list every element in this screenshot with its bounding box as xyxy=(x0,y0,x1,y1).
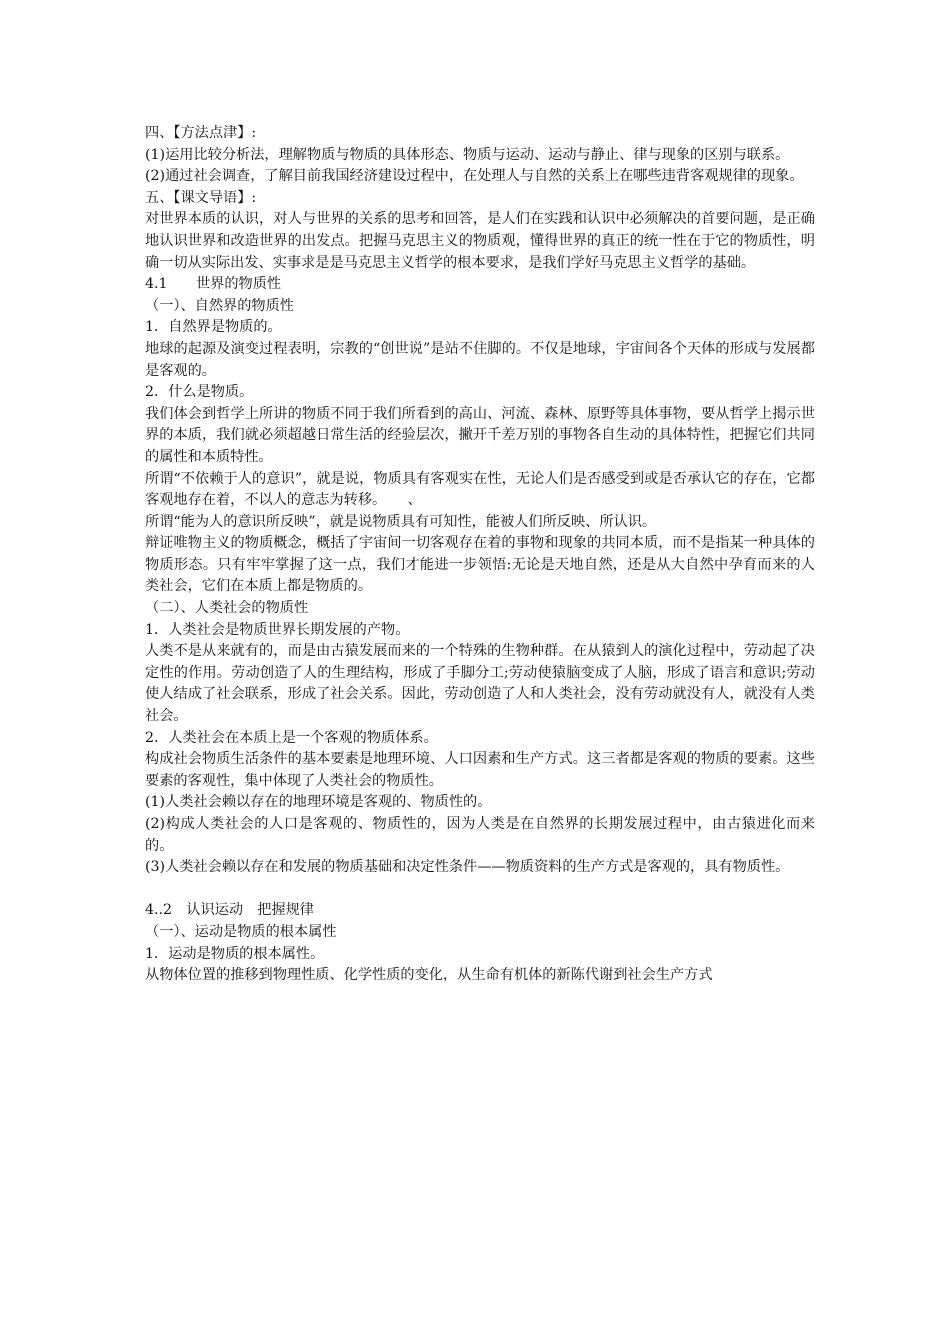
blank-line xyxy=(145,879,815,901)
subsection-title: （一）、运动是物质的根本属性 xyxy=(145,923,337,940)
item-title: 1．人类社会是物质世界长期发展的产物。 xyxy=(145,621,410,638)
paragraph: 辩证唯物主义的物质概念，概括了宇宙间一切客观存在着的事物和现象的共同本质，而不是指某一种具体的物质形态。只有牢牢掌握了这一点，我们才能进一步领悟:无论是天地自然，还是从大自然中孕育而来的人类社会，它们在本质上都是物质的。 xyxy=(145,535,815,595)
item-title: 2．人类社会在本质上是一个客观的物质体系。 xyxy=(145,729,438,746)
paragraph: (2)构成人类社会的人口是客观的、物质性的，因为人类是在自然界的长期发展过程中，由古猿进化而来的。 xyxy=(145,816,815,854)
section-title-4-1: 4.1 世界的物质性 xyxy=(145,276,282,293)
paragraph: 我们体会到哲学上所讲的物质不同于我们所看到的高山、河流、森林、原野等具体事物，要从哲学上揭示世界的本质，我们就必须超越日常生活的经验层次，撇开千差万别的事物各自生动的具体特性，把握它们共同的属性和本质特性。 xyxy=(145,405,815,465)
paragraph: 对世界本质的认识，对人与世界的关系的思考和回答，是人们在实践和认识中必须解决的首要问题，是正确地认识世界和改造世界的出发点。把握马克思主义的物质观，懂得世界的真正的统一性在于它的物质性，明确一切从实际出发、实事求是是马克思主义哲学的根本要求，是我们学好马克思主义哲学的基础。 xyxy=(145,211,815,271)
paragraph: 地球的起源及演变过程表明，宗教的“创世说”是站不住脚的。不仅是地球，宇宙间各个天体的形成与发展都是客观的。 xyxy=(145,340,815,379)
section-heading-methods: 四、【方法点津】: xyxy=(145,125,257,141)
item-title: 1．自然界是物质的。 xyxy=(145,319,282,336)
paragraph: 所谓“不依赖于人的意识”，就是说，物质具有客观实在性，无论人们是否感受到或是否承认它的存在，它都客观地存在着，不以人的意志为转移。 、 xyxy=(145,470,815,509)
document-page xyxy=(145,123,815,987)
item-title: 2．什么是物质。 xyxy=(145,384,254,401)
item-title: 1．运动是物质的根本属性。 xyxy=(145,945,325,962)
paragraph: 人类不是从来就有的，而是由古猿发展而来的一个特殊的生物种群。在从猿到人的演化过程中，劳动起了决定性的作用。劳动创造了人的生理结构，形成了手脚分工;劳动使猿脑变成了人脑，形成了语言和意识;劳动使人结成了社会联系，形成了社会关系。因此，劳动创造了人和人类社会，没有劳动就没有人，就没有人类社会。 xyxy=(145,643,815,725)
paragraph: (2)通过社会调查，了解目前我国经济建设过程中，在处理人与自然的关系上在哪些违背客观规律的现象。 xyxy=(145,168,804,185)
paragraph: 从物体位置的推移到物理性质、化学性质的变化，从生命有机体的新陈代谢到社会生产方式 xyxy=(145,967,713,984)
paragraph: (1)人类社会赖以存在的地理环境是客观的、物质性的。 xyxy=(145,794,492,811)
paragraph: 构成社会物质生活条件的基本要素是地理环境、人口因素和生产方式。这三者都是客观的物质的要素。这些要素的客观性，集中体现了人类社会的物质性。 xyxy=(145,751,815,789)
subsection-title: （二）、人类社会的物质性 xyxy=(145,600,309,617)
paragraph: (1)运用比较分析法，理解物质与物质的具体形态、物质与运动、运动与静止、律与现象的区别与联系。 xyxy=(145,146,790,163)
subsection-title: （一）、自然界的物质性 xyxy=(145,297,294,314)
paragraph: (3)人类社会赖以存在和发展的物质基础和决定性条件——物质资料的生产方式是客观的，具有物质性。 xyxy=(145,859,790,876)
paragraph: 所谓“能为人的意识所反映”，就是说物质具有可知性，能被人们所反映、所认识。 xyxy=(145,513,657,530)
section-title-4-2: 4..2 认识运动 把握规律 xyxy=(145,902,314,919)
section-heading-intro: 五、【课文导语】: xyxy=(145,189,257,206)
